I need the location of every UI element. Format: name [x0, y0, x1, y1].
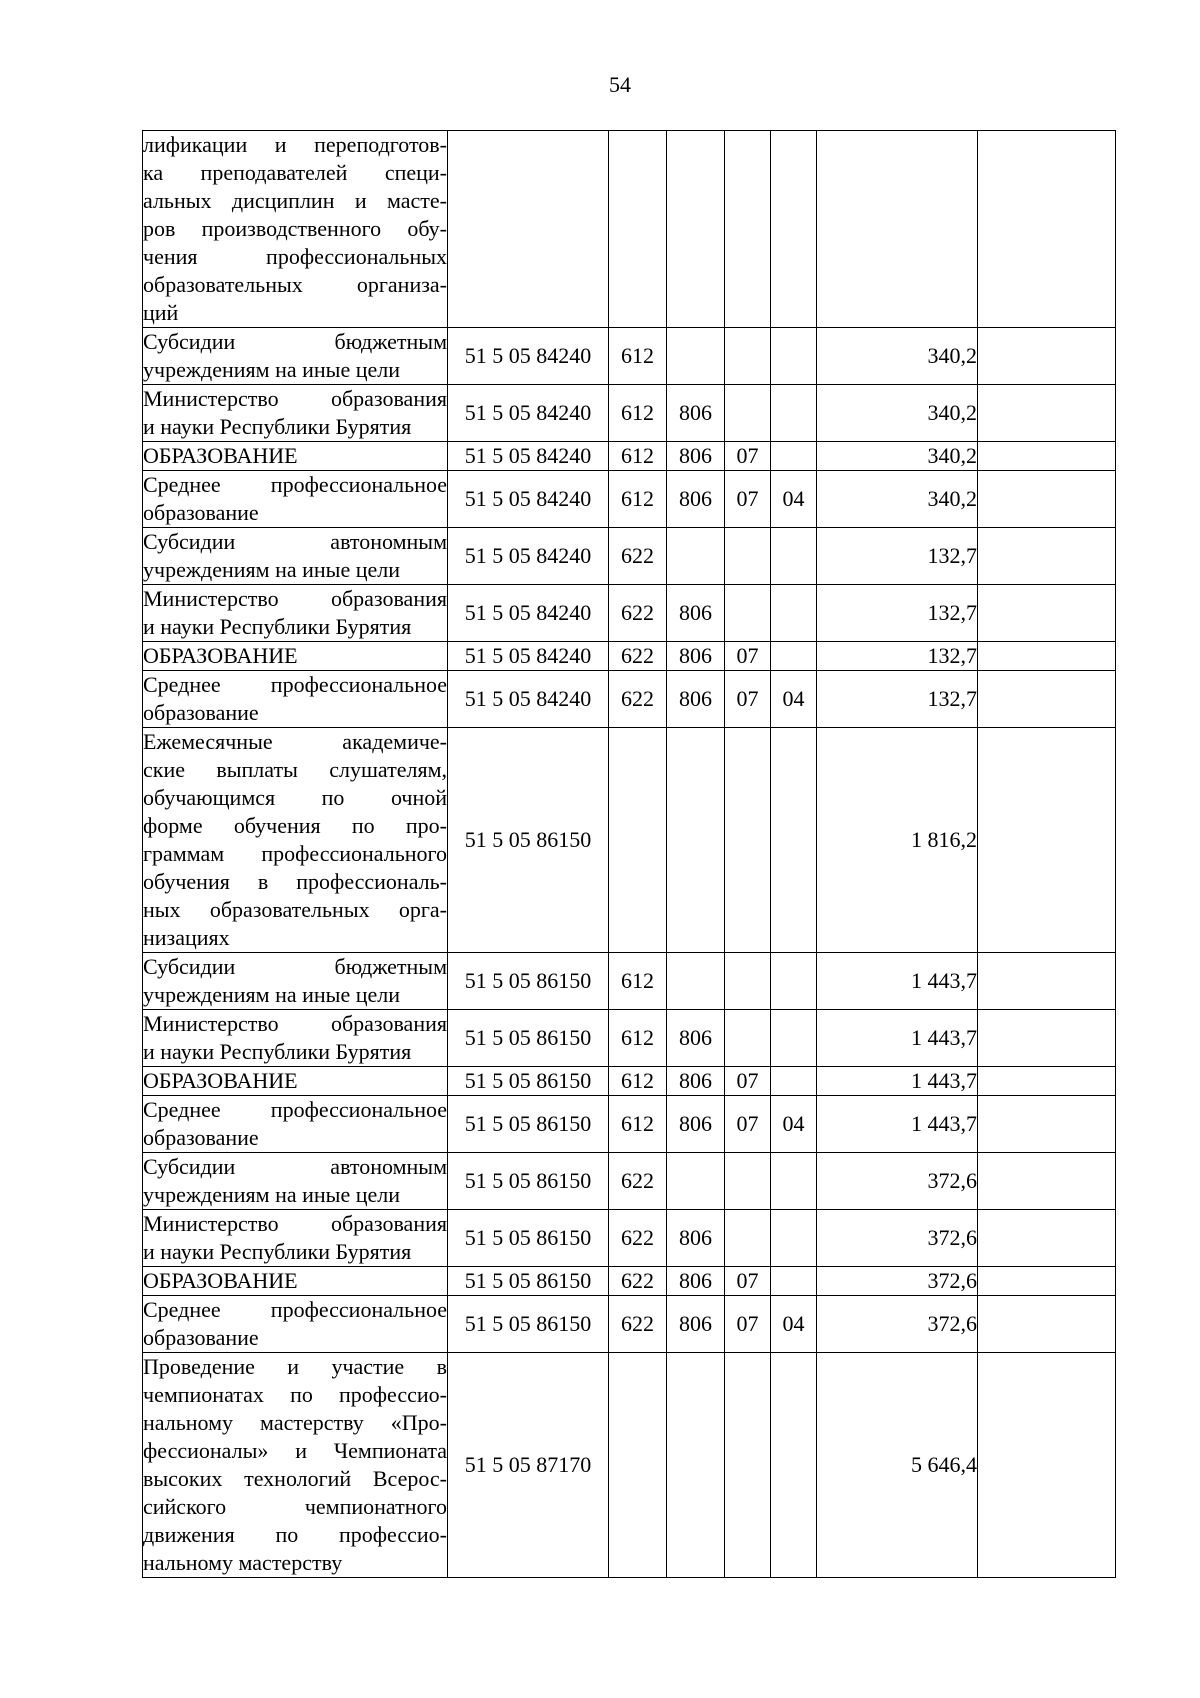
amount-cell: 1 443,7	[817, 953, 978, 1010]
item-name-line: альных дисциплин и масте-	[143, 188, 447, 213]
item-name-cell	[143, 385, 448, 442]
amount-cell: 372,6	[817, 1210, 978, 1267]
item-name-cell	[143, 442, 448, 471]
item-name-cell	[143, 953, 448, 1010]
table-row	[143, 528, 1116, 585]
item-name-line: движения по профессио-	[143, 1522, 447, 1547]
item-name-line: Проведение и участие в	[143, 1354, 447, 1379]
extra-cell	[978, 642, 1116, 671]
section-cell: 07	[725, 471, 771, 528]
expense-type-cell: 612	[609, 328, 667, 385]
ministry-code-cell: 806	[667, 442, 725, 471]
amount-cell: 340,2	[817, 442, 978, 471]
amount-cell: 1 443,7	[817, 1010, 978, 1067]
item-name-line: и науки Республики Бурятия	[143, 614, 412, 639]
subsection-cell	[771, 1153, 817, 1210]
extra-cell	[978, 131, 1116, 328]
ministry-code-cell	[667, 953, 725, 1010]
subsection-cell	[771, 528, 817, 585]
section-cell	[725, 328, 771, 385]
item-name-cell	[143, 728, 448, 953]
section-cell	[725, 953, 771, 1010]
expense-type-cell: 622	[609, 1267, 667, 1296]
expense-type-cell: 612	[609, 953, 667, 1010]
item-name-line: обучения в профессиональ-	[143, 869, 447, 894]
subsection-cell	[771, 1210, 817, 1267]
subsection-cell	[771, 131, 817, 328]
ministry-code-cell: 806	[667, 1096, 725, 1153]
ministry-code-cell: 806	[667, 642, 725, 671]
table-body	[143, 131, 1116, 1578]
amount-cell: 372,6	[817, 1153, 978, 1210]
table-row	[143, 585, 1116, 642]
table-row	[143, 1267, 1116, 1296]
section-cell: 07	[725, 1067, 771, 1096]
amount-cell: 340,2	[817, 385, 978, 442]
page-number: 54	[609, 72, 631, 97]
section-cell	[725, 585, 771, 642]
expense-type-cell: 612	[609, 442, 667, 471]
subsection-cell	[771, 442, 817, 471]
item-name-line: ОБРАЗОВАНИЕ	[143, 443, 298, 468]
ministry-code-cell	[667, 728, 725, 953]
item-name-line: чения профессиональных	[143, 244, 447, 269]
target-article-cell: 51 5 05 86150	[448, 1153, 609, 1210]
section-cell: 07	[725, 671, 771, 728]
target-article-cell: 51 5 05 86150	[448, 1096, 609, 1153]
amount-cell: 132,7	[817, 528, 978, 585]
item-name-line: обучающимся по очной	[143, 785, 447, 810]
item-name-line: граммам профессионального	[143, 841, 447, 866]
extra-cell	[978, 728, 1116, 953]
item-name-line: нальному мастерству	[143, 1550, 343, 1575]
item-name-line: образование	[143, 1125, 259, 1150]
item-name-line: учреждениям на иные цели	[143, 982, 400, 1007]
target-article-cell: 51 5 05 86150	[448, 1296, 609, 1353]
ministry-code-cell	[667, 1153, 725, 1210]
item-name-cell	[143, 1010, 448, 1067]
item-name-line: Субсидии автономным	[143, 1154, 447, 1179]
target-article-cell: 51 5 05 87170	[448, 1353, 609, 1578]
extra-cell	[978, 385, 1116, 442]
section-cell: 07	[725, 442, 771, 471]
subsection-cell: 04	[771, 671, 817, 728]
target-article-cell: 51 5 05 84240	[448, 671, 609, 728]
target-article-cell: 51 5 05 84240	[448, 442, 609, 471]
table-row	[143, 1296, 1116, 1353]
subsection-cell: 04	[771, 1296, 817, 1353]
subsection-cell	[771, 728, 817, 953]
ministry-code-cell: 806	[667, 1010, 725, 1067]
item-name-line: ОБРАЗОВАНИЕ	[143, 643, 298, 668]
item-name-line: нальному мастерству «Про-	[143, 1410, 447, 1435]
expense-type-cell	[609, 1353, 667, 1578]
section-cell	[725, 385, 771, 442]
ministry-code-cell	[667, 131, 725, 328]
expense-type-cell: 612	[609, 1010, 667, 1067]
target-article-cell	[448, 131, 609, 328]
extra-cell	[978, 1153, 1116, 1210]
amount-cell: 132,7	[817, 671, 978, 728]
item-name-cell	[143, 1267, 448, 1296]
item-name-line: низациях	[143, 925, 230, 950]
subsection-cell	[771, 585, 817, 642]
item-name-cell	[143, 1153, 448, 1210]
ministry-code-cell: 806	[667, 585, 725, 642]
item-name-cell	[143, 1210, 448, 1267]
item-name-line: ка преподавателей специ-	[143, 160, 447, 185]
table-row	[143, 671, 1116, 728]
item-name-line: Министерство образования	[143, 1011, 447, 1036]
subsection-cell: 04	[771, 1096, 817, 1153]
item-name-line: Министерство образования	[143, 586, 447, 611]
subsection-cell	[771, 1010, 817, 1067]
extra-cell	[978, 585, 1116, 642]
target-article-cell: 51 5 05 86150	[448, 728, 609, 953]
item-name-line: ций	[143, 300, 179, 325]
amount-cell: 1 443,7	[817, 1067, 978, 1096]
section-cell: 07	[725, 1296, 771, 1353]
expense-type-cell: 622	[609, 642, 667, 671]
expense-type-cell: 622	[609, 1153, 667, 1210]
item-name-line: учреждениям на иные цели	[143, 357, 400, 382]
target-article-cell: 51 5 05 86150	[448, 1210, 609, 1267]
item-name-line: учреждениям на иные цели	[143, 1182, 400, 1207]
item-name-line: чемпионатах по профессио-	[143, 1382, 447, 1407]
item-name-line: Министерство образования	[143, 1211, 447, 1236]
target-article-cell: 51 5 05 86150	[448, 953, 609, 1010]
item-name-cell	[143, 1353, 448, 1578]
subsection-cell	[771, 1267, 817, 1296]
item-name-line: образование	[143, 500, 259, 525]
expense-type-cell: 612	[609, 471, 667, 528]
item-name-cell	[143, 585, 448, 642]
item-name-line: Среднее профессиональное	[143, 472, 447, 497]
budget-table	[142, 130, 1116, 1578]
item-name-cell	[143, 131, 448, 328]
item-name-cell	[143, 1067, 448, 1096]
item-name-line: Среднее профессиональное	[143, 672, 447, 697]
table-row	[143, 471, 1116, 528]
section-cell	[725, 528, 771, 585]
ministry-code-cell: 806	[667, 1067, 725, 1096]
extra-cell	[978, 1067, 1116, 1096]
target-article-cell: 51 5 05 84240	[448, 528, 609, 585]
table-row	[143, 728, 1116, 953]
section-cell	[725, 728, 771, 953]
table-row	[143, 642, 1116, 671]
item-name-line: фессионалы» и Чемпионата	[143, 1438, 447, 1463]
extra-cell	[978, 442, 1116, 471]
expense-type-cell: 612	[609, 385, 667, 442]
section-cell: 07	[725, 642, 771, 671]
expense-type-cell	[609, 131, 667, 328]
item-name-line: и науки Республики Бурятия	[143, 1039, 412, 1064]
item-name-line: ОБРАЗОВАНИЕ	[143, 1268, 298, 1293]
item-name-cell	[143, 528, 448, 585]
target-article-cell: 51 5 05 84240	[448, 328, 609, 385]
subsection-cell	[771, 953, 817, 1010]
item-name-line: форме обучения по про-	[143, 813, 447, 838]
ministry-code-cell: 806	[667, 471, 725, 528]
ministry-code-cell	[667, 1353, 725, 1578]
item-name-cell	[143, 671, 448, 728]
expense-type-cell: 612	[609, 1096, 667, 1153]
ministry-code-cell: 806	[667, 385, 725, 442]
item-name-line: ров производственного обу-	[143, 216, 447, 241]
subsection-cell	[771, 1067, 817, 1096]
extra-cell	[978, 471, 1116, 528]
table-row	[143, 1010, 1116, 1067]
expense-type-cell	[609, 728, 667, 953]
table-row	[143, 1153, 1116, 1210]
amount-cell: 340,2	[817, 328, 978, 385]
item-name-line: высоких технологий Всерос-	[143, 1466, 447, 1491]
subsection-cell	[771, 328, 817, 385]
item-name-line: образовательных организа-	[143, 272, 447, 297]
item-name-line: ские выплаты слушателям,	[143, 757, 447, 782]
item-name-cell	[143, 1296, 448, 1353]
item-name-line: ных образовательных орга-	[143, 897, 447, 922]
amount-cell: 340,2	[817, 471, 978, 528]
target-article-cell: 51 5 05 84240	[448, 585, 609, 642]
item-name-cell	[143, 328, 448, 385]
table-row	[143, 1067, 1116, 1096]
subsection-cell: 04	[771, 471, 817, 528]
target-article-cell: 51 5 05 86150	[448, 1267, 609, 1296]
section-cell	[725, 1153, 771, 1210]
table-row	[143, 1353, 1116, 1578]
subsection-cell	[771, 385, 817, 442]
item-name-cell	[143, 642, 448, 671]
item-name-line: Субсидии автономным	[143, 529, 447, 554]
table-row	[143, 442, 1116, 471]
table-row	[143, 953, 1116, 1010]
amount-cell	[817, 131, 978, 328]
expense-type-cell: 612	[609, 1067, 667, 1096]
section-cell	[725, 1010, 771, 1067]
target-article-cell: 51 5 05 86150	[448, 1010, 609, 1067]
item-name-line: Субсидии бюджетным	[143, 954, 447, 979]
section-cell	[725, 1210, 771, 1267]
table-row	[143, 385, 1116, 442]
amount-cell: 1 816,2	[817, 728, 978, 953]
item-name-line: лификации и переподготов-	[143, 132, 447, 157]
ministry-code-cell: 806	[667, 1210, 725, 1267]
item-name-line: и науки Республики Бурятия	[143, 1239, 412, 1264]
ministry-code-cell	[667, 528, 725, 585]
extra-cell	[978, 671, 1116, 728]
expense-type-cell: 622	[609, 585, 667, 642]
subsection-cell	[771, 1353, 817, 1578]
item-name-line: Субсидии бюджетным	[143, 329, 447, 354]
subsection-cell	[771, 642, 817, 671]
target-article-cell: 51 5 05 86150	[448, 1067, 609, 1096]
item-name-line: образование	[143, 700, 259, 725]
item-name-line: и науки Республики Бурятия	[143, 414, 412, 439]
item-name-line: сийского чемпионатного	[143, 1494, 447, 1519]
amount-cell: 132,7	[817, 585, 978, 642]
ministry-code-cell: 806	[667, 1296, 725, 1353]
amount-cell: 372,6	[817, 1296, 978, 1353]
expense-type-cell: 622	[609, 1210, 667, 1267]
item-name-line: Среднее профессиональное	[143, 1297, 447, 1322]
section-cell: 07	[725, 1267, 771, 1296]
extra-cell	[978, 1353, 1116, 1578]
item-name-line: образование	[143, 1325, 259, 1350]
extra-cell	[978, 953, 1116, 1010]
target-article-cell: 51 5 05 84240	[448, 642, 609, 671]
amount-cell: 372,6	[817, 1267, 978, 1296]
ministry-code-cell: 806	[667, 671, 725, 728]
target-article-cell: 51 5 05 84240	[448, 385, 609, 442]
extra-cell	[978, 1210, 1116, 1267]
table-row	[143, 1096, 1116, 1153]
expense-type-cell: 622	[609, 671, 667, 728]
table-row	[143, 1210, 1116, 1267]
item-name-line: учреждениям на иные цели	[143, 557, 400, 582]
expense-type-cell: 622	[609, 528, 667, 585]
ministry-code-cell	[667, 328, 725, 385]
extra-cell	[978, 1296, 1116, 1353]
amount-cell: 132,7	[817, 642, 978, 671]
extra-cell	[978, 1267, 1116, 1296]
item-name-line: Среднее профессиональное	[143, 1097, 447, 1122]
amount-cell: 5 646,4	[817, 1353, 978, 1578]
extra-cell	[978, 1096, 1116, 1153]
section-cell: 07	[725, 1096, 771, 1153]
item-name-cell	[143, 471, 448, 528]
expense-type-cell: 622	[609, 1296, 667, 1353]
item-name-line: Министерство образования	[143, 386, 447, 411]
section-cell	[725, 131, 771, 328]
extra-cell	[978, 1010, 1116, 1067]
section-cell	[725, 1353, 771, 1578]
amount-cell: 1 443,7	[817, 1096, 978, 1153]
item-name-cell	[143, 1096, 448, 1153]
item-name-line: ОБРАЗОВАНИЕ	[143, 1068, 298, 1093]
table-row	[143, 131, 1116, 328]
extra-cell	[978, 328, 1116, 385]
ministry-code-cell: 806	[667, 1267, 725, 1296]
target-article-cell: 51 5 05 84240	[448, 471, 609, 528]
extra-cell	[978, 528, 1116, 585]
table-row	[143, 328, 1116, 385]
item-name-line: Ежемесячные академиче-	[143, 729, 447, 754]
